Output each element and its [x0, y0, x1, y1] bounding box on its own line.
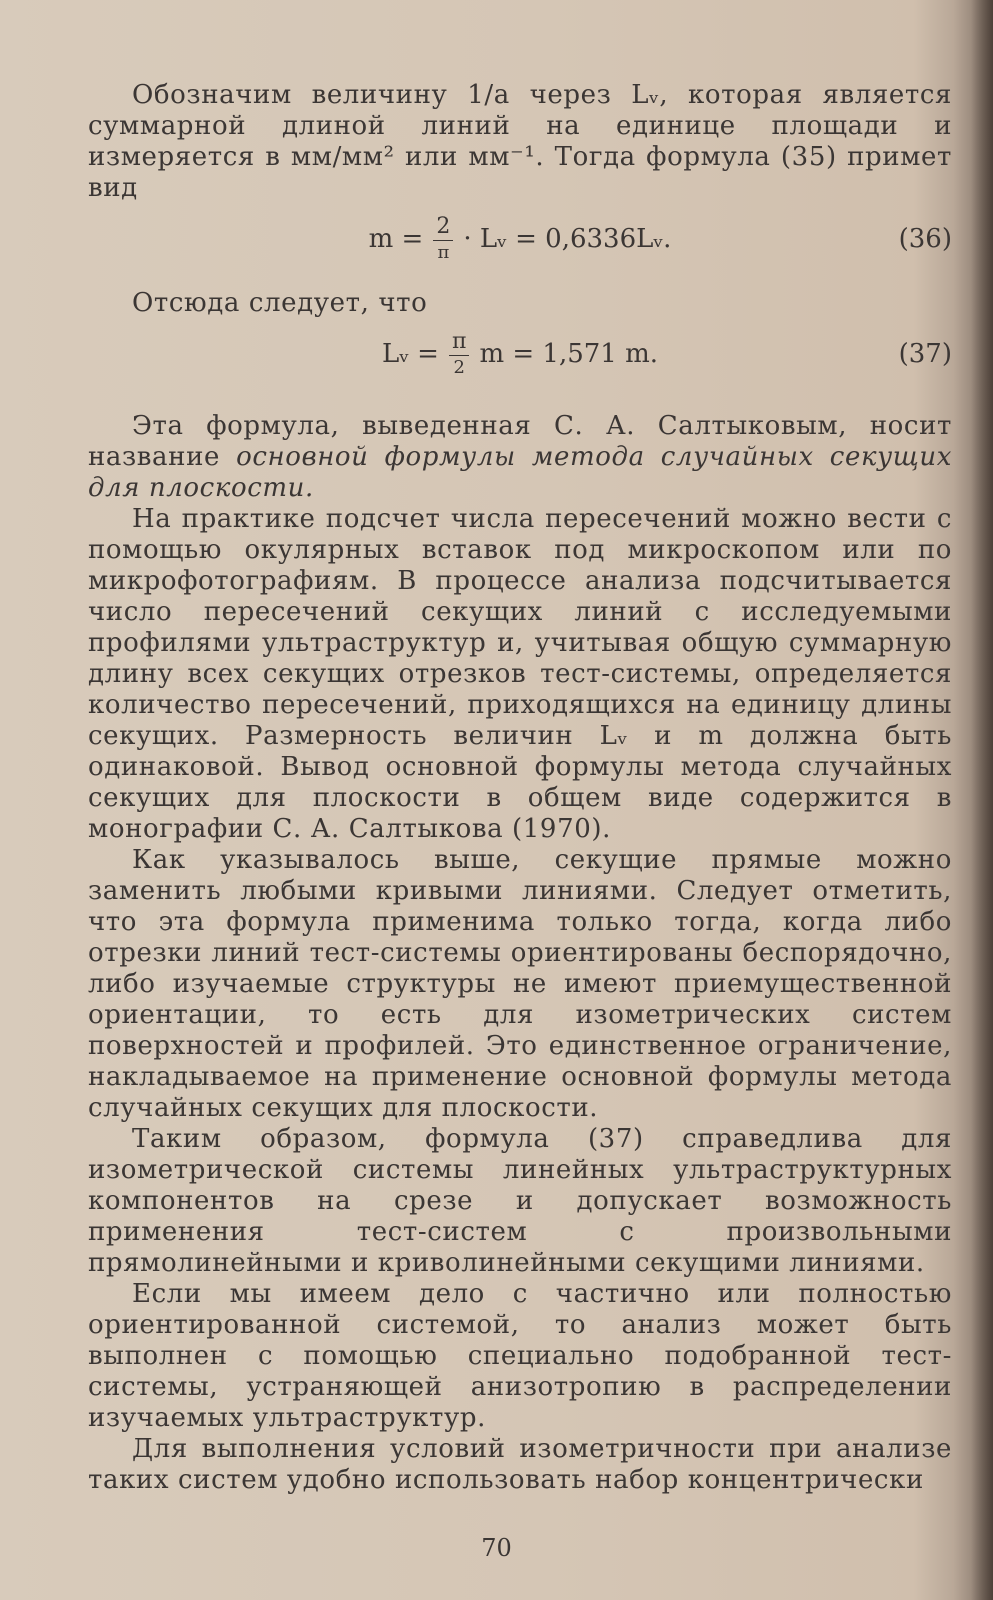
formula-36-right: · Lᵥ = 0,6336Lᵥ.	[463, 224, 672, 254]
paragraph-3	[88, 411, 952, 504]
paragraph-4: На практике подсчет числа пересечений можно вести с помощью окулярных вставок под микроскопом или по микрофотографиям. В процессе анализа подсчитывается число пересечений секущих линий с исследуемыми профилями ультраструктур и, учитывая общую суммарную длину всех секущих отрезков тест-системы, определяется количество пересечений, приходящихся на единицу длины секущих. Размерность величин Lᵥ и m должна быть одинаковой. Вывод основной формулы метода случайных секущих для плоскости в общем виде содержится в монографии С. А. Салтыкова (1970).	[88, 504, 952, 844]
formula-37-fraction	[449, 329, 469, 380]
formula-37-label: (37)	[898, 339, 952, 369]
formula-37-left: Lᵥ =	[381, 339, 439, 369]
formula-37	[88, 319, 952, 389]
formula-36-fraction	[433, 214, 453, 265]
formula-37-numerator: π	[449, 329, 469, 356]
page-content	[88, 80, 952, 1496]
formula-37-denominator: 2	[453, 356, 465, 378]
page-number: 70	[481, 1534, 512, 1562]
formula-37-right: m = 1,571 m.	[479, 339, 659, 369]
paragraph-6: Таким образом, формула (37) справедлива для изометрической системы линейных ультраструктурных компонентов на срезе и допускает возможность применения тест-систем с произвольными прямолинейными и криволинейными секущими линиями.	[88, 1124, 952, 1278]
paragraph-1: Обозначим величину 1/a через Lᵥ, которая является суммарной длиной линий на единице площади и измеряется в мм/мм² или мм⁻¹. Тогда формула (35) примет вид	[88, 80, 952, 203]
formula-36-label: (36)	[898, 224, 952, 254]
paragraph-8: Для выполнения условий изометричности при анализе таких систем удобно использовать набор концентрически	[88, 1434, 952, 1495]
paragraph-2: Отсюда следует, что	[132, 288, 428, 318]
formula-36-left: m =	[368, 224, 424, 254]
formula-36-numerator: 2	[433, 214, 453, 241]
formula-36	[88, 204, 952, 274]
formula-36-body	[369, 214, 672, 265]
paragraph-5: Как указывалось выше, секущие прямые можно заменить любыми кривыми линиями. Следует отметить, что эта формула применима только тогда, когда либо отрезки линий тест-системы ориентированы беспорядочно, либо изучаемые структуры не имеют приемущественной ориентации, то есть для изометрических систем поверхностей и профилей. Это единственное ограничение, накладываемое на применение основной формулы метода случайных секущих для плоскости.	[88, 845, 952, 1123]
formula-36-denominator: π	[437, 241, 450, 263]
paragraph-3-text: Эта формула, выведенная С. А. Салтыковым, носит название	[88, 411, 952, 472]
formula-37-body	[382, 329, 658, 380]
paragraph-7: Если мы имеем дело с частично или полностью ориентированной системой, то анализ может быть выполнен с помощью специально подобранной тест-системы, устраняющей анизотропию в распределении изучаемых ультраструктур.	[88, 1279, 952, 1433]
paragraph-3-italic: основной формулы метода случайных секущих для плоскости.	[88, 442, 952, 503]
